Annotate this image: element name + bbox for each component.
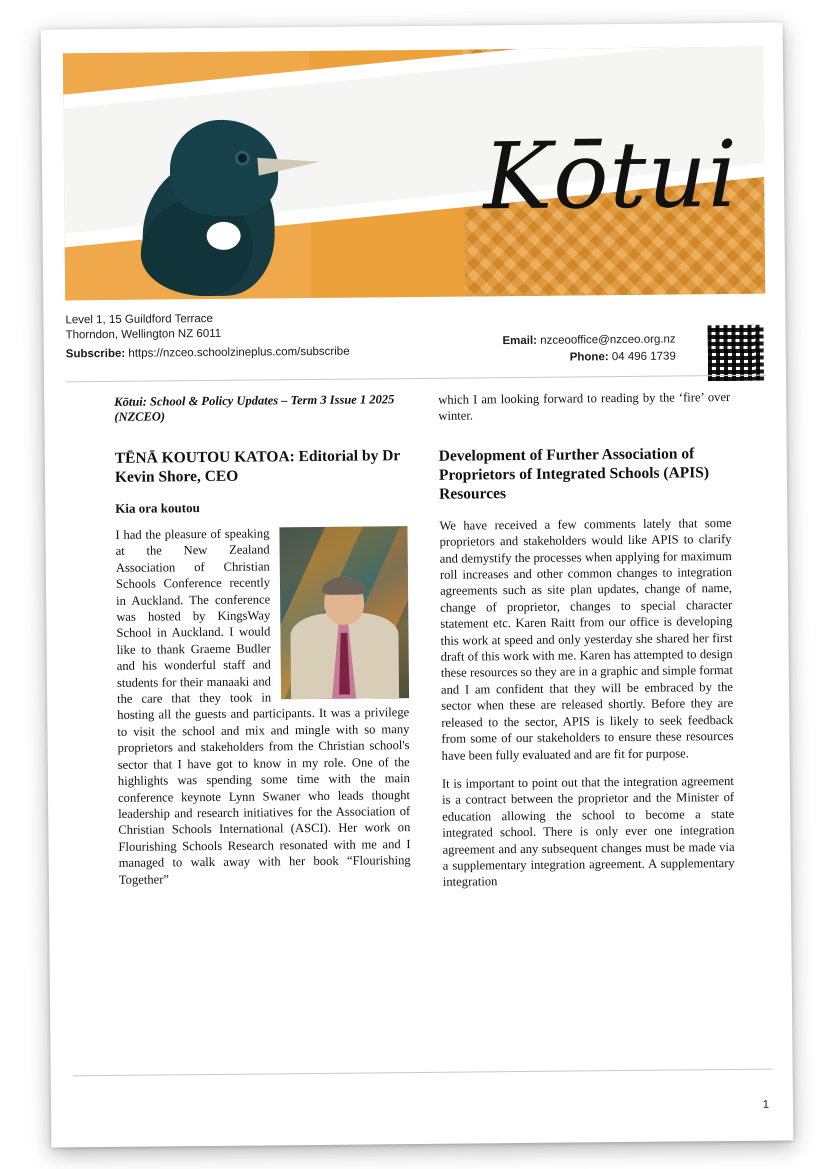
contact-strip [65,307,766,384]
email-label: Email: [502,334,538,348]
bird-throat-tuft [207,222,241,250]
phone-label: Phone: [569,351,609,364]
column-left [114,392,411,900]
tui-bird-icon [133,109,345,296]
bird-beak [257,153,320,176]
lead-continuation-paragraph: which I am looking forward to reading by the ‘fire’ over winter. [438,389,731,424]
subscribe-link[interactable]: https://nzceo.schoolzineplus.com/subscribe [128,345,350,360]
apis-paragraph-1: We have received a few comments lately that some proprietors and stakeholders would like APIS to clarify and demystify the processes when applying for maximum roll increases and other common changes to integration agreements such as site plan updates, change of name, change of proprietor, changes to special character statement etc. Karen Raitt from our office is developing this work at speed and only yesterday she shared her first draft of this work with me. Karen has attempted to design these resources so they are in a graphic and simple format and I am confident that they will be embraced by the sector when these are released shortly. Before they are released to the sector, APIS is likely to seek feedback from some of our stakeholders to ensure these resources have been fully evaluated and are fit for purpose. [439,515,734,763]
subscribe-label: Subscribe: [65,347,126,361]
address-line-2: Thorndon, Wellington NZ 6011 [65,327,222,341]
article-body [114,389,735,890]
email-value[interactable]: nzceooffice@nzceo.org.nz [540,333,676,347]
apis-paragraph-2: It is important to point out that the integration agreement is a contract between the proprietor and the Minister of education allowing the school to become a state integrated school. There is only ever one integration agreement and any subsequent changes must be made via a supplementary integration agreement. A supplementary integration [441,773,735,890]
issue-kicker: Kōtui: School & Policy Updates – Term 3 Issue 1 2025 (NZCEO) [114,392,395,424]
editorial-subhead: Kia ora koutou [115,500,200,516]
apis-headline: Development of Further Association of Proprietors of Integrated Schools (APIS) Resources [438,445,710,503]
footer-divider [73,1069,773,1077]
publication-logo: Kōtui [482,120,739,231]
newsletter-page [41,22,794,1147]
page-number: 1 [762,1098,770,1111]
masthead-banner [63,47,765,301]
editorial-portrait-image [279,526,409,699]
contact-details [502,332,676,368]
address-line-1: Level 1, 15 Guildford Terrace [65,312,213,327]
bird-eye [238,154,247,163]
phone-value: 04 496 1739 [611,350,676,364]
editorial-headline: TĒNĀ KOUTOU KATOA: Editorial by Dr Kevin Shore, CEO [114,447,401,486]
editorial-paragraph: I had the pleasure of speaking at the New Zealand Association of Christian Schools Conference recently in Auckland. The conference was hosted by KingsWay School in Auckland. I would like to thank Graeme Budler and his wonderful staff and students for their manaaki and the care that they took in hosting all the guests and participants. It was a privilege to visit the school and mix and mingle with so many proprietors and stakeholders from the Christian school's sector that I have got to know in my role. One of the highlights was spending some time with the main conference keynote Lynn Swaner who leads thought leadership and research initiatives for the Association of Christian Schools International (ASCI). Her work on Flourishing Schools Research resonated with me and I managed to walk away with her book “Flourishing Together” [115,526,411,887]
column-right [438,389,735,903]
